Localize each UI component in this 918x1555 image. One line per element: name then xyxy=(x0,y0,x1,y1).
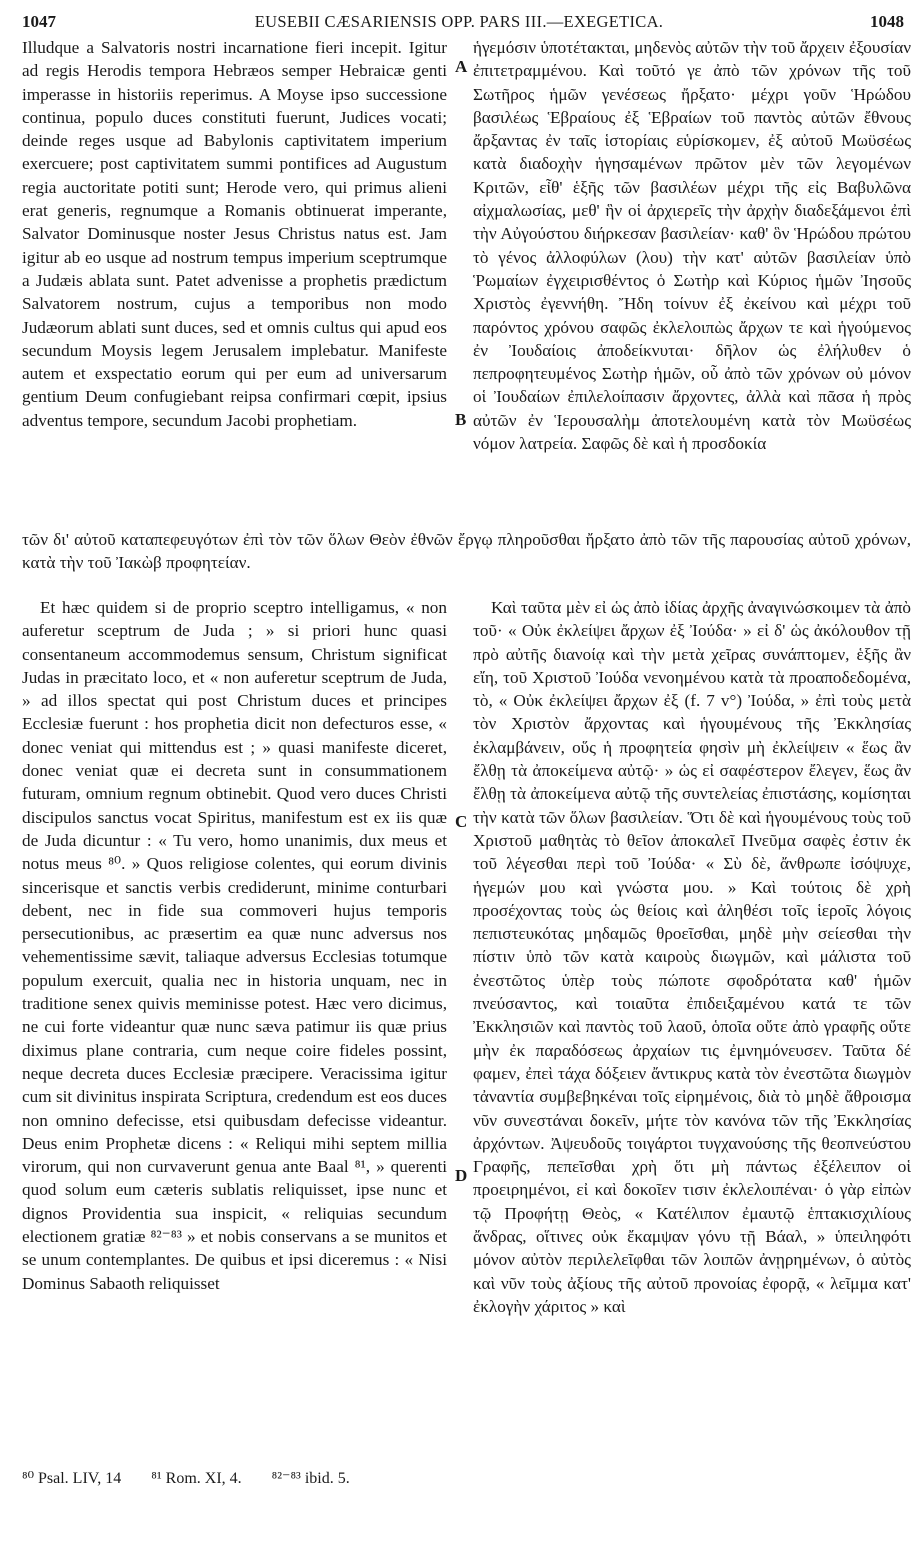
greek-paragraph: Καὶ ταῦτα μὲν εἰ ὡς ἀπὸ ἰδίας ἀρχῆς ἀναγινώσκοιμεν τὰ ἀπὸ τοῦ· « Οὐκ ἐκλείψει ἄρχων ἐξ Ἰούδα· » εἰ δ' ὡς ἀκόλουθον τῇ πρὸ αὐτῆς διανοίᾳ καὶ τὴν μετὰ χεῖρας συνάπτομεν, ἑξῆς ἂν εἴη, τοῦ Χριστοῦ Ἰούδα νενοημένου κατὰ τὰ προαποδεδομένα, τὸ, « Οὐκ ἐκλείψει ἄρχων ἐξ (f. 7 v°) Ἰούδα, » ἐπὶ τοὺς μετὰ τὸν Χριστὸν ἄρχοντας καὶ ἡγουμένους τῆς Ἐκκλησίας ἐκλαμβάνειν, οὕς ἡ προφητεία φησὶν μὴ ἐκλείψειν « ἕως ἂν ἔλθῃ τὰ ἀποκείμενα αὐτῷ· » ὡς εἰ σαφέστερον ἔλεγεν, ἕως ἂν ἔλθῃ τὰ ἀποκείμενα αὐτῷ τῆς συντελείας ἐπιστάσης, κομίσηται τὴν κατὰ τῶν ὅλων βασιλείαν. Ὅτι δὲ καὶ ἡγουμένους τοὺς τοῦ Χριστοῦ μαθητὰς τὸ θεῖον ἀποκαλεῖ Πνεῦμα σαφὲς ἐστιν ἐκ τοῦ λέγεσθαι περὶ τοῦ Ἰούδα· « Σὺ δὲ, ἄνθρωπε ἰσόψυχε, ἡγεμών μου καὶ γνώστα μου. » Καὶ τούτοις δὲ χρὴ προσέχοντας τοὺς ὡς θείοις καὶ ἀληθέσι τοῖς ἱεροῖς λόγοις πεπιστευκότας μηδαμῶς θροεῖσθαι, μηδὲ μὴν σείεσθαι τὴν πίστιν ὑπὸ τῶν κατὰ καιροὺς διωγμῶν, καὶ μάλιστα τοῦ ἐνεστῶτος ὑπὲρ τοὺς πώποτε σφοδρότατα καθ' ἡμῶν πνεύσαντος, καὶ τοιαῦτα ἐπιδειξαμένου κατά τε τῶν Ἐκκλησιῶν καὶ παντὸς τοῦ λαοῦ, ὁποῖα οὔτε ἀπὸ γραφῆς οὔτε μὴν ἐκ παραδόσεως ἀρχαίων τις ἐμνημόνευσεν. Ταῦτα δέ φαμεν, ἐπεὶ τάχα δόξειεν ἄντικρυς κατὰ τὸν ἐνεστῶτα διωγμὸν τἀναντία συμβεβηκέναι τοῖς εἰρημένοις, διὰ τὸ μηδὲ ἄθροισμα νῦν συνεστάναι δοκεῖν, μήτε τὸν κανόνα τῶν τῆς Ἐκκλησίας ἀρχόντων. Ἀψευδοῦς τοιγάρτοι τυγχανούσης τῆς θεοπνεύστου Γραφῆς, πεπεῖσθαι χρὴ ὅτι μὴ πάντως ἐξέλειπον οἱ προειρημένοι, εἰ καὶ δοκοῖεν τισιν ἐκλελοιπέναι· ὁ γὰρ εἰπὼν τῷ Προφήτῃ Θεὸς, « Κατέλιπον ἐμαυτῷ ἑπτακισχιλίους ἄνδρας, οἵτινες οὐκ ἔκαμψαν γόνυ τῇ Βάαλ, » ὑπειληφότι μόνον αὐτὸν περιλελεῖφθαι τῶν λοιπῶν ἀνῃρημένων, ὁ αὐτὸς καὶ νῦν τοὺς ἀξίους τῆς αὐτοῦ προνοίας ἐφορᾷ, « λεῖμμα κατ' ἐκλογὴν χάριτος » καὶ xyxy=(473,598,911,1316)
latin-column-bottom xyxy=(22,596,447,1454)
page-header xyxy=(0,12,918,38)
latin-column-top xyxy=(22,36,447,544)
left-page-number: 1047 xyxy=(22,12,56,31)
greek-column-bottom xyxy=(473,596,911,1454)
latin-paragraph: Et hæc quidem si de proprio sceptro intelligamus, « non auferetur sceptrum de Juda ; » si priori hunc quasi consentaneum accommodemus sensum, Christum significat Judas in præcitato loco, et « non auferetur sceptrum de Juda, » ad illos spectat qui post Christum duces et principes Ecclesiæ fuerunt : hos prophetia dicit non defecturos esse, « donec veniat qui mittendus est ; » quasi manifeste diceret, donec veniat quæ ei decreta sunt in consummationem futuram, omnium regnum obtinebit. Quod vero duces Christi discipulos sanctus vocat Spiritus, manifestum est ex iis quæ de Juda dicuntur : « Tu vero, homo unanimis, dux meus et notus meus ⁸⁰. » Quos religiose colentes, qui eorum divinis sincerisque et sanctis verbis crediderunt, minime conturbari debent, nec in fide sua commoveri hujus temporis persecutionibus, ac præsertim ea quæ nunc adversus nos vehementissime sævit, taliaque adversus Ecclesias totumque populum exercuit, qualia nec in historia unquam, nec in traditione senex quivis meminisse potest. Hæc vero dicimus, ne cui forte videantur quæ nunc sæva patimur iis quæ prius diximus plane contraria, cum neque coire fideles possint, neque decreta duces Ecclesiæ præcipere. Veracissima igitur cum sit divinitus inspirata Scriptura, credendum est eos duces non omnino defecisse, etsi quibusdam defecisse videantur. Deus enim Prophetæ dicens : « Reliqui mihi septem millia virorum, qui non curvaverunt genua ante Baal ⁸¹, » querenti quod solum eum cæteris sublatis reliquisset, ipse nunc et dignos Providentia sua inspicit, « reliquias secundum electionem gratiæ ⁸²⁻⁸³ » et nobis conservans a se munitos et se unum contemplantes. De quibus et ipsi diceremus : « Nisi Dominus Sabaoth reliquisset xyxy=(22,598,447,1293)
footnote: ⁸²⁻⁸³ ibid. 5. xyxy=(271,1470,350,1487)
section-marker-d: D xyxy=(455,1166,468,1185)
section-marker-c: C xyxy=(455,812,468,831)
right-page-number: 1048 xyxy=(870,12,904,31)
latin-paragraph: Illudque a Salvatoris nostri incarnatione fieri incepit. Igitur ad regis Herodis tempora Hebræos semper Hebraicæ genti imperasse in historiis reperimus. A Moyse ipso successione continua, populo duces constituti fuerunt, Judices vocati; deinde reges usque ad Babylonis captivitatem imperium exercuere; post captivitatem summi pontifices ad Augustum regia auctoritate potiti sunt; Herode vero, qui primus alieni erat generis, regnumque a Romanis obtinuerat imperante, Salvator Dominusque noster Jesus Christus natus est. Jam igitur ab eo usque ad nostrum tempus imperium sceptrumque a Judæis ablata sunt. Patet advenisse a prophetis prædictum Salvatorem nostrum, cujus a temporibus non modo Judæorum ablati sunt duces, sed et omnis cultus qui apud eos secundum Moysis legem Jerusalem implebatur. Manifeste autem et exspectatio eorum qui per eum ad universarum gentium Deum confugiebant reipsa confirmari cœpit, ipsius adventus tempore, secundum Jacobi prophetiam. xyxy=(22,38,447,430)
greek-column-top xyxy=(473,36,911,544)
footnotes xyxy=(22,1468,911,1488)
running-title: EUSEBII CÆSARIENSIS OPP. PARS III.—EXEGETICA. xyxy=(254,12,664,31)
footnote: ⁸¹ Rom. XI, 4. xyxy=(151,1470,242,1487)
footnote: ⁸⁰ Psal. LIV, 14 xyxy=(22,1470,122,1487)
section-marker-b: B xyxy=(455,410,467,429)
section-marker-a: A xyxy=(455,57,468,76)
greek-spanning-lines: τῶν δι' αὐτοῦ καταπεφευγότων ἐπὶ τὸν τῶν ὅλων Θεὸν ἐθνῶν ἔργῳ πληροῦσθαι ἤρξατο ἀπὸ τῶν τῆς παρουσίας αὐτοῦ χρόνων, κατὰ τὴν τοῦ Ἰακὼβ προφητείαν. xyxy=(22,530,911,573)
greek-paragraph: ἡγεμόσιν ὑποτέτακται, μηδενὸς αὐτῶν τὴν τοῦ ἄρχειν ἐξουσίαν ἐπιτετραμμένου. Καὶ τοῦτό γε ἀπὸ τῶν χρόνων τῆς τοῦ Σωτῆρος ἡμῶν γενέσεως ἤρξατο· μέχρι γοῦν Ἡρώδου βασιλέως Ἑβραίους ἐξ Ἑβραίων τοῦ παντὸς αὐτῶν ἔθνους ἄρξαντας ἐν ταῖς ἱστορίαις εὑρίσκομεν, ἐξ αὐτοῦ Μωϋσέως κατὰ διαδοχὴν ἡγησαμένων πρῶτον μὲν τῶν λεγομένων Κριτῶν, εἶθ' ἑξῆς τῶν βασιλέων μέχρι τῆς εἰς Βαβυλῶνα αἰχμαλωσίας, μεθ' ἣν οἱ ἀρχιερεῖς τὴν ἀρχὴν διαδεξάμενοι ἐπὶ τὴν Αὐγούστου διήρκεσαν βασιλείαν· καθ' ὃν Ἡρώδου πρώτου τὸ γένος ἀλλοφύλων (λου) τὴν κατ' αὐτῶν βασιλείαν ὑπὸ Ῥωμαίων ἐγχειρισθέντος ὁ Σωτὴρ καὶ Κύριος ἡμῶν Ἰησοῦς Χριστὸς ἐγεννήθη. Ἤδη τοίνυν ἐξ ἐκείνου καὶ μέχρι τοῦ παρόντος χρόνου σαφῶς ἐκλελοιπὼς ἄρχων τε καὶ ἡγούμενος ἐν Ἰουδαίοις ἀποδείκνυται· δῆλον ὡς ἐλήλυθεν ὁ πεπροφητευμένος Σωτὴρ ἡμῶν, οὗ ἀπὸ τῶν χρόνων οὐ μόνον οἱ Ἰουδαίων ἐπιλελοίπασιν ἄρχοντες, ἀλλὰ καὶ πᾶσα ἡ πρὸς αὐτῶν ἐν Ἱερουσαλὴμ ἀποτελουμένη κατὰ τὸν Μωϋσέως νόμον λατρεία. Σαφῶς δὲ καὶ ἡ προσδοκία xyxy=(473,38,911,454)
